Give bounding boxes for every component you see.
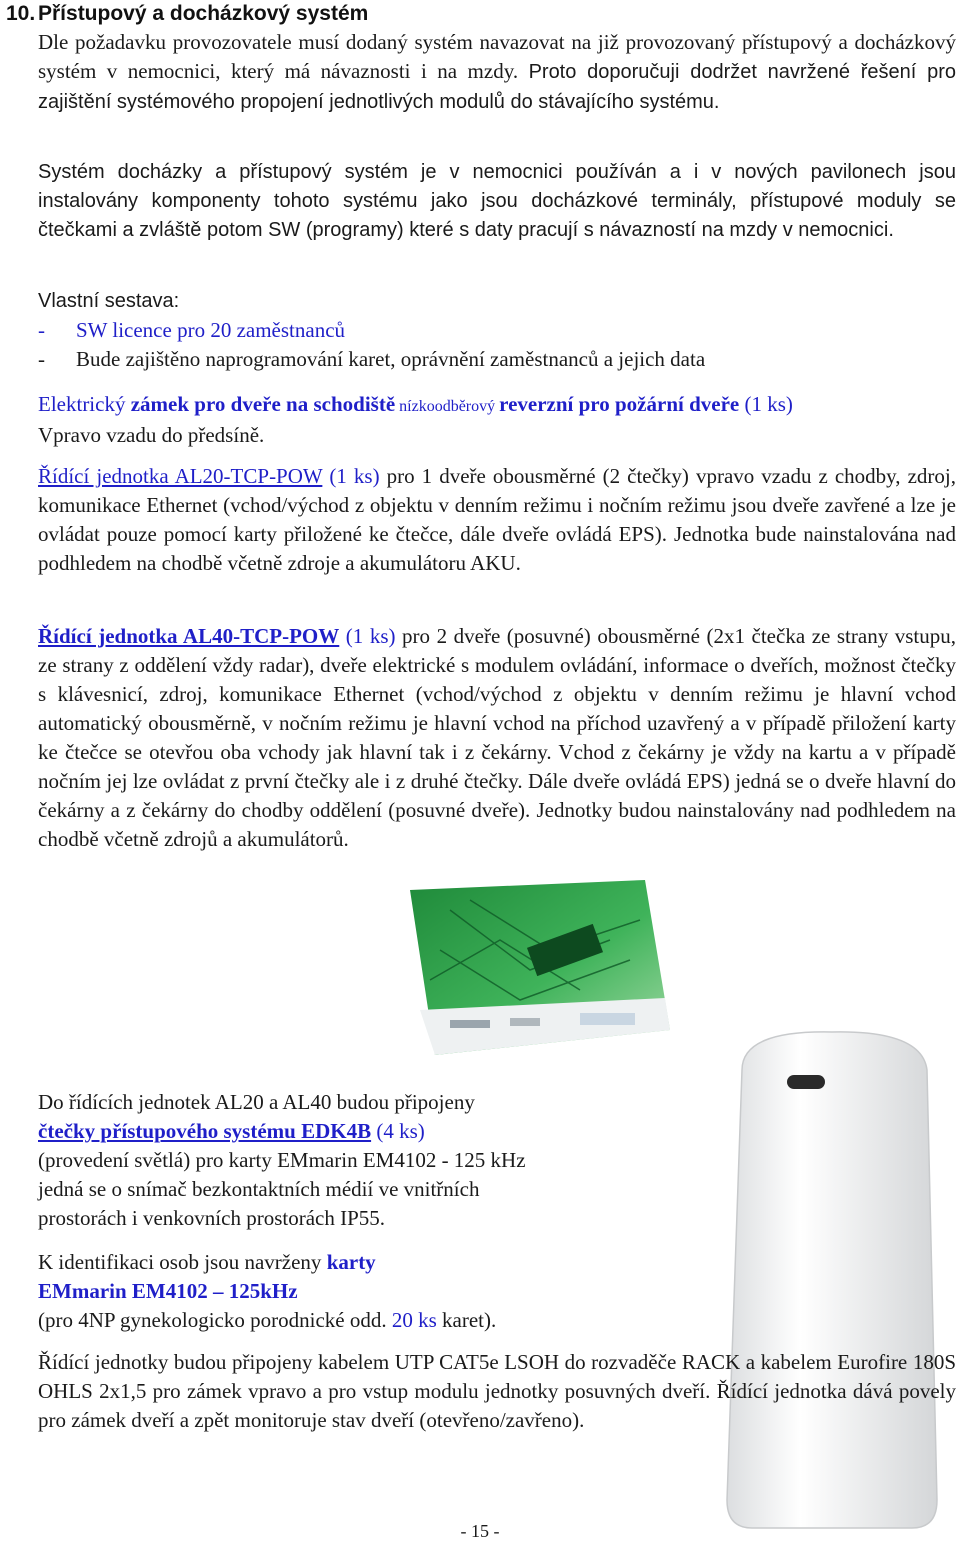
intro-text-2: Proto doporučuji dodržet navržené řešení pro zajištění systémového propojení jednotlivých modulů do stávajícího systému.: [38, 61, 956, 113]
final-text-2: Řídící jednotka dává povely pro zámek dveří a zpět monitoruje stav dveří (otevřeno/zavřeno).: [38, 1379, 956, 1432]
al40-qty: (1 ks): [339, 624, 396, 648]
readers-block: [38, 1088, 658, 1233]
readers-line-3: (provedení světlá) pro karty EMmarin EM4102 - 125 kHz: [38, 1148, 526, 1172]
assembly-block: [38, 287, 956, 374]
al20-paragraph: [38, 462, 956, 578]
lock-line: Elektrický zámek pro dveře na schodiště nízkoodběrový reverzní pro požární dveře (1 ks): [38, 392, 793, 416]
system-paragraph: Systém docházky a přístupový systém je v nemocnici používán a i v nových pavilonech jsou instalovány komponenty tohoto systému jako jsou docházkové terminály, přístupové moduly se čtečkami a zvláště potom SW (programy) které s daty pracují s návazností na mzdy v nemocnici.: [38, 161, 956, 241]
final-text-1: Řídící jednotky budou připojeny kabelem UTP CAT5e LSOH do rozvaděče RACK a kabelem Eurofire 180S OHLS 2x1,5 pro zámek vpravo a pro vstup modulu jednotky posuvných dveří.: [38, 1350, 956, 1403]
al20-qty: (1 ks): [322, 464, 380, 488]
cards-block: [38, 1248, 678, 1335]
assembly-item-1: - SW licence pro 20 zaměstnanců: [38, 318, 346, 342]
edk4b-reader-image: [712, 1030, 952, 1530]
readers-line-5: prostorách i venkovních prostorách IP55.: [38, 1206, 386, 1230]
cards-line-3: (pro 4NP gynekologicko porodnické odd. 20 ks karet).: [38, 1308, 497, 1332]
readers-line-4: jedná se o snímač bezkontaktních médií ve vnitřních: [38, 1177, 480, 1201]
assembly-item-2: - Bude zajištěno naprogramování karet, oprávnění zaměstnanců a jejich data: [38, 347, 706, 371]
cards-line-2: EMmarin EM4102 – 125kHz: [38, 1279, 298, 1303]
cards-line-1: K identifikaci osob jsou navrženy karty: [38, 1250, 376, 1274]
intro-paragraph: [38, 28, 956, 117]
al40-text: pro 2 dveře (posuvné) obousměrné (2x1 čtečka ze strany vstupu, ze strany z oddělení vždy radar), dveře elektrické s modulem ovládání, informace o dveřích, možnost čtečky s klávesnicí, zdroj, komunikace Ethernet (vchod/východ z objektu v denním režimu je hlavní vchod automatický obousměrně, v nočním režimu je hlavní vchod na příchod uzavřený a v případě přiložení karty ke čtečce se otevřou oba vchody jak hlavní tak i z čekárny. Vchod z čekárny je vždy na kartu a v případě nočním jej lze ovládat z první čtečky ale i z druhé čtečky. Dále dveře ovládá EPS) jedná se o dveře hlavní do čekárny a z čekárny do chodby oddělení (posuvné dveře). Jednotky budou nainstalovány nad podhledem na chodbě včetně zdrojů a akumulátorů.: [38, 624, 956, 851]
section-heading: [6, 0, 368, 28]
lock-block: [38, 390, 956, 450]
al40-name: Řídící jednotka AL40-TCP-POW: [38, 624, 340, 648]
section-title: Přístupový a docházkový systém: [38, 2, 369, 25]
readers-line-1: Do řídících jednotek AL20 a AL40 budou připojeny: [38, 1090, 475, 1114]
emmarin-card-image: [410, 880, 670, 1060]
al40-paragraph: [38, 622, 956, 854]
al20-text: pro 1 dveře obousměrné (2 čtečky) vpravo vzadu z chodby, zdroj, komunikace Ethernet (vchod/východ z objektu v denním režimu i nočním režimu jsou dveře zavřené a lze je ovládat pouze pomocí karty přiložené ke čtečce, dále dveře ovládá EPS). Jednotka bude nainstalována nad podhledem na chodbě včetně zdroje a akumulátoru AKU.: [38, 464, 957, 575]
page-number: - 15 -: [460, 1521, 500, 1541]
lock-location: Vpravo vzadu do předsíně.: [38, 423, 265, 447]
section-number: 10.: [6, 2, 36, 25]
assembly-title: Vlastní sestava:: [38, 290, 180, 312]
final-paragraph: [38, 1348, 956, 1435]
al20-name: Řídící jednotka AL20-TCP-POW: [38, 464, 323, 488]
readers-line-2: čtečky přístupového systému EDK4B (4 ks): [38, 1119, 425, 1143]
intro-text-1: Dle požadavku provozovatele musí dodaný systém navazovat na již provozovaný přístupový a docházkový systém v nemocnici, který má návaznosti i na mzdy.: [38, 30, 956, 83]
